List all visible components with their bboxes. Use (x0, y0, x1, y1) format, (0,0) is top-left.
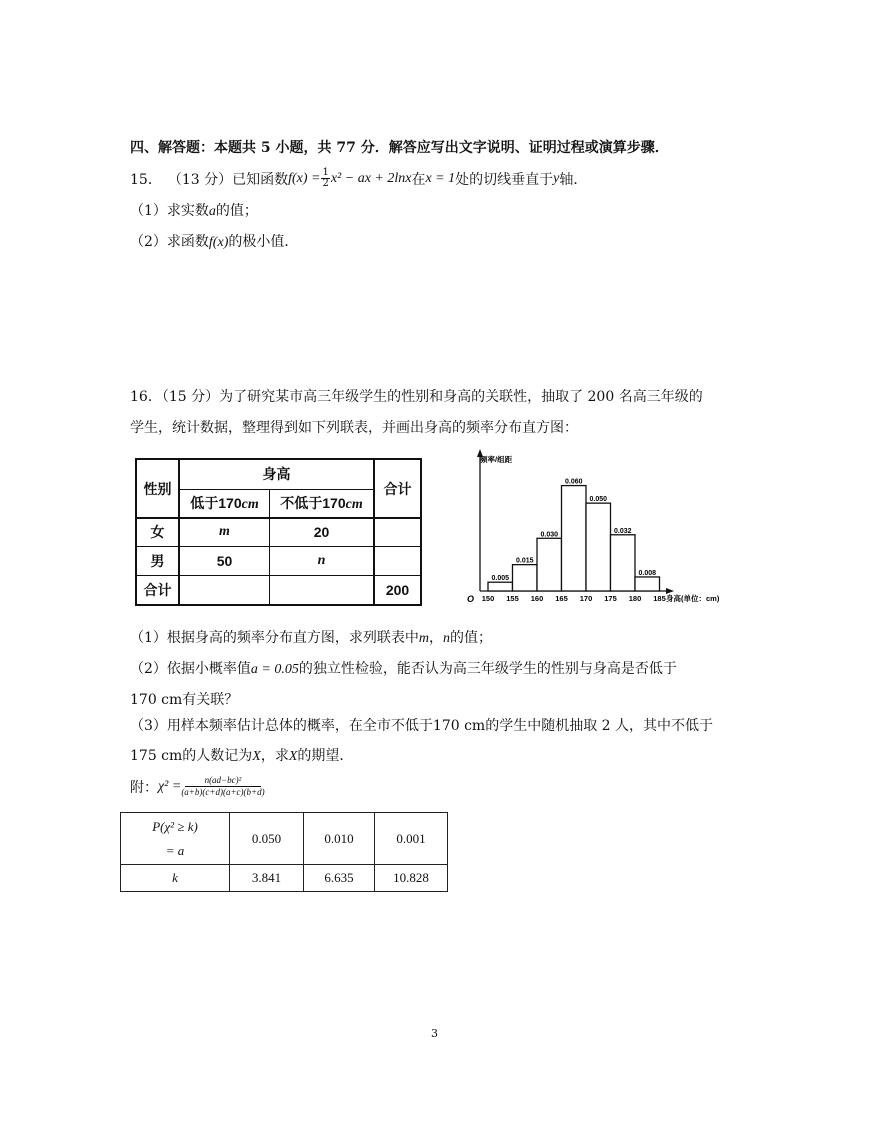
ct-row-total: 合计 (136, 575, 179, 605)
q16-line2: 学生，统计数据，整理得到如下列联表，并画出身高的频率分布直方图： (130, 420, 578, 436)
bars-group (488, 479, 660, 591)
ct-header-height: 身高 (179, 459, 374, 489)
q15-sub1-var: a (208, 204, 216, 219)
x-tick-label: 160 (530, 594, 544, 603)
q15-sub2-text: （2）求函数 (130, 234, 209, 250)
x-tick-label: 170 (579, 594, 593, 603)
contingency-table (135, 458, 422, 606)
histogram-value-label: 0.032 (613, 527, 632, 535)
q16-sub2-end: 的独立性检验，能否认为高三年级学生的性别与身高是否低于 (298, 661, 677, 677)
ct-cell-f-high: 20 (270, 518, 375, 546)
histogram-value-label: 0.008 (638, 569, 657, 577)
ct-cell-t-low (179, 575, 270, 605)
q15-score: （13 分） (167, 171, 233, 188)
q15-sub1 (130, 200, 258, 220)
histogram-bar-180-185 (635, 577, 660, 591)
q16-line1: 16．（15 分）为了研究某市高三年级学生的性别和身高的关联性，抽取了 200 名高三年级的 (130, 389, 703, 405)
q15-sub1-end: 的值； (215, 203, 258, 219)
page-number: 3 (431, 1027, 438, 1040)
ct-col-high-text: 不低于170 (280, 495, 346, 512)
q16-sub3-x2: X (288, 749, 298, 764)
q15-frac-den: 2 (322, 178, 329, 189)
kt-header-p (121, 813, 230, 865)
kt-p-2: 0.010 (304, 813, 375, 865)
q15-sub2-var: f(x) (208, 235, 229, 250)
kt-p-1: 0.050 (230, 813, 304, 865)
q16-sub2-alpha: a = 0.05 (250, 662, 299, 677)
q16-sub3-text: 175 cm的人数记为 (130, 748, 253, 764)
q15-sub2 (130, 231, 298, 251)
ct-header-total: 合计 (374, 459, 421, 518)
q16-sub3-end: 的期望． (297, 748, 354, 764)
q15-condition: x = 1 (425, 170, 456, 186)
q16-sub1-text: （1）根据身高的频率分布直方图，求列联表中 (130, 630, 419, 646)
histogram-bar-160-165 (537, 538, 562, 591)
ct-col-high (270, 489, 375, 518)
x-tick-label: 165 (555, 594, 568, 603)
ct-cell-m-low: 50 (179, 546, 270, 575)
ct-cell-m-total (374, 546, 421, 575)
ct-cell-t-high (270, 575, 375, 605)
origin-label: O (467, 594, 475, 604)
q15-expression: x² − ax + 2lnx (330, 170, 412, 186)
kt-header-line2: = a (165, 842, 185, 858)
histogram-value-label: 0.005 (491, 575, 510, 583)
q15-text-3: 处的切线垂直于 (455, 171, 554, 188)
x-axis-label: 身高(单位：cm) (666, 594, 720, 603)
ct-col-low (179, 489, 270, 518)
histogram-bar-150-155 (488, 582, 513, 591)
chi-numerator: n(ad−bc)² (185, 775, 262, 787)
ct-cell-f-total (374, 518, 421, 546)
ct-cell-f-low: m (179, 518, 270, 546)
q16-sub3-line2 (130, 745, 353, 765)
kt-k-label: k (121, 865, 230, 892)
histogram-value-label: 0.015 (515, 557, 534, 565)
question-15-stem (130, 168, 587, 189)
x-tick-label: 185 (653, 594, 666, 603)
kt-k-3: 10.828 (375, 865, 448, 892)
ct-cell-m-high: n (270, 546, 375, 575)
q16-sub2-text: （2）依据小概率值 (130, 661, 251, 677)
q16-sub1-sep: ， (429, 630, 444, 646)
kt-header-line1: P(χ² ≥ k) (152, 818, 198, 834)
histogram-bar-175-180 (611, 535, 636, 591)
appendix-label: 附： (130, 779, 158, 796)
x-tick-label: 150 (481, 594, 495, 603)
q15-sub2-end: 的极小值． (228, 234, 299, 250)
ct-row-male: 男 (136, 546, 179, 575)
q16-sub1-end: 的值； (450, 630, 493, 646)
height-histogram (460, 448, 740, 608)
ct-row-female: 女 (136, 518, 179, 546)
chi-square-symbol: χ² = (158, 778, 182, 794)
q16-sub2 (130, 658, 677, 678)
q15-text-2: 在 (411, 171, 426, 188)
critical-value-table (120, 812, 448, 892)
histogram-bar-155-160 (513, 565, 538, 591)
q16-sub1-m: m (418, 631, 430, 646)
q15-frac-num: 1 (322, 167, 329, 178)
ct-header-gender: 性别 (136, 459, 179, 518)
chi-denominator: (a+b)(c+d)(a+c)(b+d) (181, 787, 265, 797)
section-title: 四、解答题：本题共 5 小题，共 77 分．解答应写出文字说明、证明过程或演算步骤． (130, 140, 669, 156)
q15-sub1-text: （1）求实数 (130, 203, 209, 219)
ct-col-low-text: 低于170 (190, 495, 242, 512)
x-tick-label: 155 (506, 594, 519, 603)
q15-number: 15． (130, 171, 162, 188)
histogram-value-label: 0.050 (589, 496, 608, 504)
histogram-bar-170-175 (586, 503, 611, 591)
ct-col-high-unit: cm (345, 497, 363, 513)
kt-k-1: 3.841 (230, 865, 304, 892)
appendix-formula (130, 775, 265, 798)
q15-text-4: 轴． (559, 171, 588, 188)
kt-k-2: 6.635 (304, 865, 375, 892)
kt-p-3: 0.001 (375, 813, 448, 865)
histogram-value-label: 0.030 (540, 531, 559, 539)
q16-sub3-mid: ，求 (260, 748, 289, 764)
q16-sub3: （3）用样本频率估计总体的概率，在全市不低于170 cm的学生中随机抽取 2 人，其中不低于 (130, 718, 714, 734)
q16-sub3-x: X (252, 749, 261, 764)
q16-sub1 (130, 627, 492, 647)
ct-col-low-unit: cm (241, 497, 259, 513)
x-tick-label: 175 (604, 594, 617, 603)
chi-fraction (181, 775, 264, 798)
q15-fraction (321, 168, 329, 189)
ct-cell-t-total: 200 (374, 575, 421, 605)
q16-sub1-n: n (443, 631, 451, 646)
q15-y: y (553, 170, 560, 186)
histogram-bar-165-170 (562, 486, 587, 591)
q16-sub2-line2: 170 cm有关联？ (130, 692, 239, 708)
q15-text-1: 已知函数 (232, 171, 289, 188)
y-axis-label: 频率/组距 (480, 455, 513, 464)
x-tick-label: 180 (628, 594, 642, 603)
histogram-value-label: 0.060 (564, 478, 583, 486)
q15-function: f(x) = (288, 170, 321, 186)
